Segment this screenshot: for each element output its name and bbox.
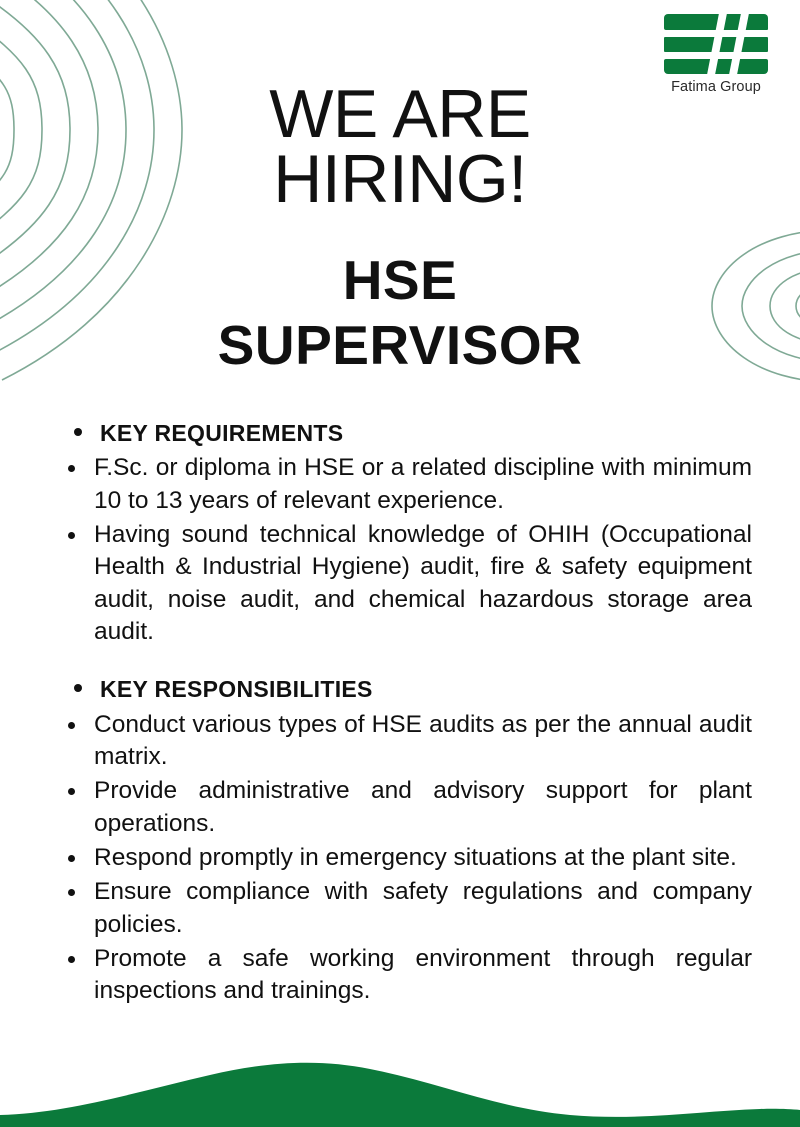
headline	[0, 76, 800, 218]
section-key-requirements	[52, 418, 752, 648]
section-heading-requirements: KEY REQUIREMENTS	[52, 418, 752, 448]
section-key-responsibilities	[52, 674, 752, 1007]
key-requirements-list	[52, 418, 752, 648]
list-item: Having sound technical knowledge of OHIH (Occupational Health & Industrial Hygiene) audit, fire & safety equipment audit, noise audit, and chemical hazardous storage area audit.	[52, 519, 752, 648]
job-title	[0, 248, 800, 378]
list-item: Provide administrative and advisory support for plant operations.	[52, 775, 752, 840]
section-heading-responsibilities: KEY RESPONSIBILITIES	[52, 674, 752, 704]
logo-wordmark: Fatima Group	[671, 79, 761, 95]
list-item: Conduct various types of HSE audits as per the annual audit matrix.	[52, 709, 752, 774]
headline-line-1: WE ARE	[269, 76, 531, 152]
headline-line-2: HIRING!	[273, 141, 527, 218]
list-item: Respond promptly in emergency situations at the plant site.	[52, 842, 752, 874]
job-title-line-2: SUPERVISOR	[217, 313, 583, 376]
list-item: Ensure compliance with safety regulations and company policies.	[52, 876, 752, 941]
job-title-line-1: HSE	[342, 249, 458, 311]
key-responsibilities-list	[52, 674, 752, 1007]
list-item: Promote a safe working environment through regular inspections and trainings.	[52, 943, 752, 1008]
fatima-group-logo-mark	[662, 12, 770, 76]
body-content	[52, 418, 752, 1010]
list-item: F.Sc. or diploma in HSE or a related discipline with minimum 10 to 13 years of relevant experience.	[52, 452, 752, 517]
bottom-green-wave-decoration	[0, 1047, 800, 1127]
